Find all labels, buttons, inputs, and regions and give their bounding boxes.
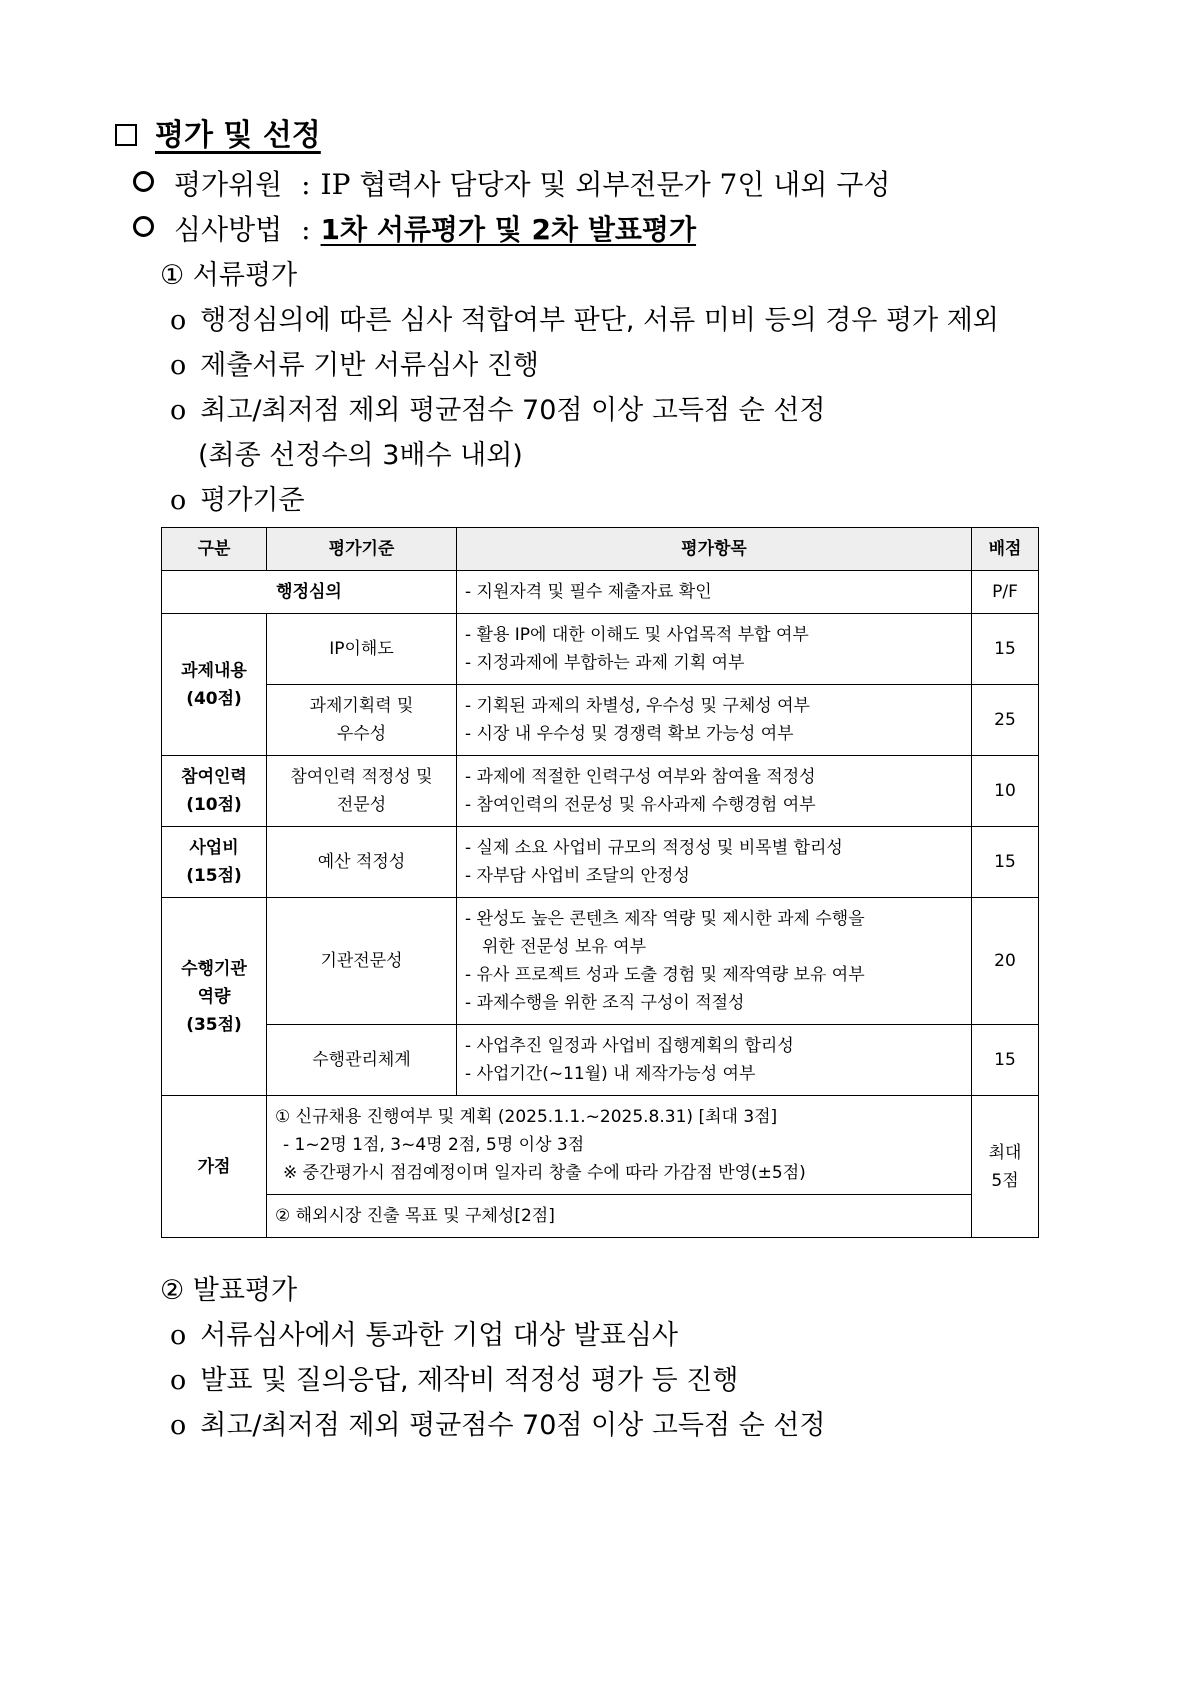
bullet-evaluators: 평가위원 : IP 협력사 담당자 및 외부전문가 7인 내외 구성 — [133, 163, 890, 203]
items-cell: - 사업추진 일정과 사업비 집행계획의 합리성 - 사업기간(~11월) 내 제작가능성 여부 — [457, 1025, 972, 1096]
table-row — [162, 1096, 1039, 1195]
circle-bullet-icon — [133, 171, 154, 192]
criterion-cell: 기관전문성 — [267, 898, 457, 1025]
criterion-cell: 예산 적정성 — [267, 827, 457, 898]
criterion-cell: 수행관리체계 — [267, 1025, 457, 1096]
category-cell: 과제내용 (40점) — [162, 614, 267, 756]
category-cell: 수행기관 역량 (35점) — [162, 898, 267, 1096]
score-cell: 20 — [972, 898, 1039, 1025]
score-cell: 10 — [972, 756, 1039, 827]
bullet-review-method: 심사방법 : 1차 서류평가 및 2차 발표평가 — [133, 208, 696, 248]
table-row — [162, 827, 1039, 898]
stage2-item: o 최고/최저점 제외 평균점수 70점 이상 고득점 순 선정 — [170, 1410, 826, 1441]
column-header: 배점 — [972, 528, 1039, 571]
table-row — [162, 756, 1039, 827]
table-row — [162, 571, 1039, 614]
stage1-title: ① 서류평가 — [160, 260, 298, 291]
category-cell: 가점 — [162, 1096, 267, 1238]
criterion-cell: IP이해도 — [267, 614, 457, 685]
items-cell: - 과제에 적절한 인력구성 여부와 참여율 적정성 - 참여인력의 전문성 및 유사과제 수행경험 여부 — [457, 756, 972, 827]
stage2-item: o 발표 및 질의응답, 제작비 적정성 평가 등 진행 — [170, 1365, 739, 1396]
score-cell: 25 — [972, 685, 1039, 756]
stage2-title: ② 발표평가 — [160, 1275, 298, 1306]
criterion-cell: 참여인력 적정성 및 전문성 — [267, 756, 457, 827]
score-cell: 15 — [972, 614, 1039, 685]
stage1-item: o 평가기준 — [170, 485, 305, 516]
criterion-cell: 과제기획력 및 우수성 — [267, 685, 457, 756]
score-cell: P/F — [972, 571, 1039, 614]
stage2-item: o 서류심사에서 통과한 기업 대상 발표심사 — [170, 1320, 678, 1351]
stage1-item-note: (최종 선정수의 3배수 내외) — [198, 440, 523, 471]
score-cell: 15 — [972, 827, 1039, 898]
table-row — [162, 685, 1039, 756]
bonus-item-cell: ① 신규채용 진행여부 및 계획 (2025.1.1.~2025.8.31) [최대 3점] - 1~2명 1점, 3~4명 2점, 5명 이상 3점 ※ 중간평가시 점검예정이며 일자리 창출 수에 따라 가감점 반영(±5점) — [267, 1096, 972, 1195]
table-header-row — [162, 528, 1039, 571]
table-row — [162, 898, 1039, 1025]
column-header: 평가항목 — [457, 528, 972, 571]
bonus-item-cell: ② 해외시장 진출 목표 및 구체성[2점] — [267, 1195, 972, 1238]
table-row — [162, 1195, 1039, 1238]
items-cell: - 완성도 높은 콘텐츠 제작 역량 및 제시한 과제 수행을 위한 전문성 보유 여부 - 유사 프로젝트 성과 도출 경험 및 제작역량 보유 여부 - 과제수행을 위한 조직 구성이 적절성 — [457, 898, 972, 1025]
section-title: 평가 및 선정 — [115, 110, 321, 154]
items-cell: - 실제 소요 사업비 규모의 적정성 및 비목별 합리성 - 자부담 사업비 조달의 안정성 — [457, 827, 972, 898]
stage1-item: o 행정심의에 따른 심사 적합여부 판단, 서류 미비 등의 경우 평가 제외 — [170, 305, 999, 336]
stage1-item: o 최고/최저점 제외 평균점수 70점 이상 고득점 순 선정 — [170, 395, 826, 426]
column-header: 구분 — [162, 528, 267, 571]
table-row — [162, 614, 1039, 685]
evaluation-criteria-table — [161, 527, 1039, 1238]
circle-bullet-icon — [133, 216, 154, 237]
column-header: 평가기준 — [267, 528, 457, 571]
table-row — [162, 1025, 1039, 1096]
category-cell: 참여인력 (10점) — [162, 756, 267, 827]
items-cell: - 기획된 과제의 차별성, 우수성 및 구체성 여부 - 시장 내 우수성 및 경쟁력 확보 가능성 여부 — [457, 685, 972, 756]
stage1-item: o 제출서류 기반 서류심사 진행 — [170, 350, 539, 381]
items-cell: - 활용 IP에 대한 이해도 및 사업목적 부합 여부 - 지정과제에 부합하는 과제 기획 여부 — [457, 614, 972, 685]
category-cell: 사업비 (15점) — [162, 827, 267, 898]
score-cell: 15 — [972, 1025, 1039, 1096]
items-cell: - 지원자격 및 필수 제출자료 확인 — [457, 571, 972, 614]
score-cell: 최대 5점 — [972, 1096, 1039, 1238]
category-cell: 행정심의 — [162, 571, 457, 614]
checkbox-square-icon — [115, 124, 137, 146]
